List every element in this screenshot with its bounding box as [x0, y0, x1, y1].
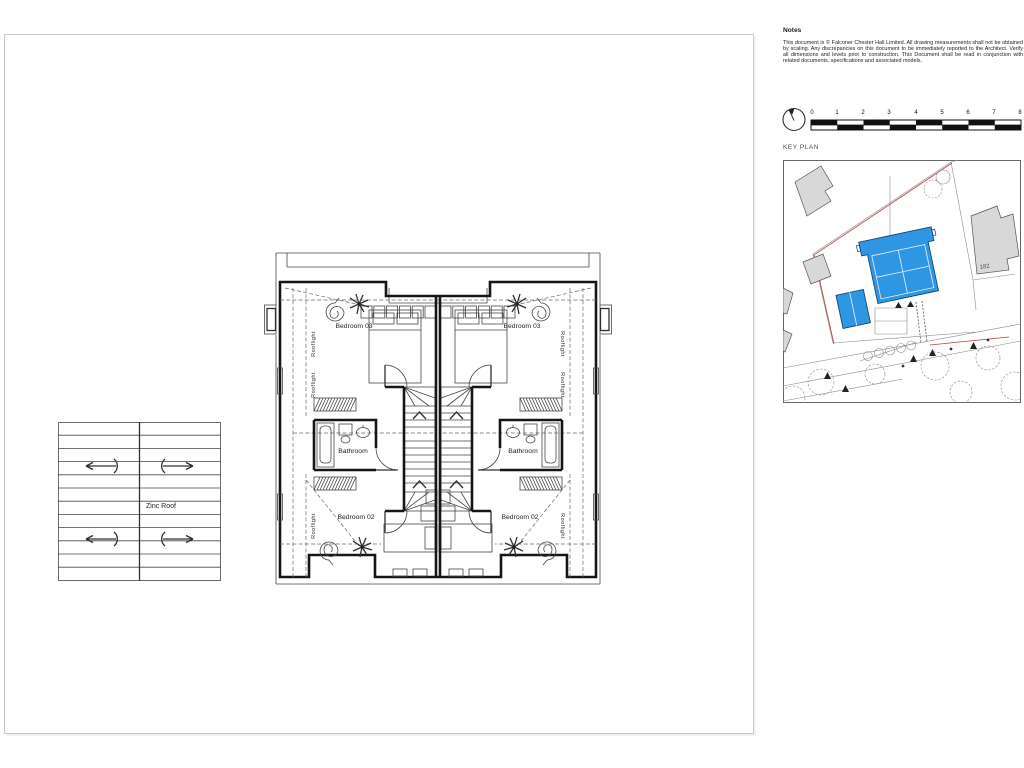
rooflight-label: Rooflight — [311, 513, 317, 539]
room-label-bedroom03-left: Bedroom 03 — [335, 323, 373, 330]
scale-tick: 8 — [1018, 110, 1022, 116]
scale-tick: 1 — [835, 110, 839, 116]
room-label-bedroom02-right: Bedroom 02 — [501, 514, 539, 521]
scale-bar — [810, 110, 1022, 132]
zinc-roof-label: Zinc Roof — [146, 503, 176, 510]
fall-arrow-left-bottom — [86, 532, 117, 546]
room-label-bedroom03-right: Bedroom 03 — [503, 323, 541, 330]
fall-arrow-right-bottom — [162, 532, 193, 546]
second-floor-plan — [263, 248, 613, 588]
notes-title: Notes — [783, 27, 802, 34]
room-label-bathroom-right: Bathroom — [508, 448, 538, 455]
party-wall — [436, 296, 440, 577]
scale-tick: 2 — [861, 110, 865, 116]
drawing-sheet — [4, 34, 754, 734]
rooflight-label: Rooflight — [559, 372, 565, 398]
fall-arrow-left-top — [86, 459, 117, 473]
neighbour-number: 182 — [979, 263, 991, 271]
scale-tick: 3 — [887, 110, 891, 116]
scale-tick: 4 — [914, 110, 918, 116]
scale-tick: 7 — [992, 110, 996, 116]
scale-tick: 6 — [966, 110, 970, 116]
rooflight-label: Rooflight — [311, 372, 317, 398]
north-arrow-icon — [781, 106, 808, 133]
rooflight-label: Rooflight — [311, 331, 317, 357]
zinc-roof-plan — [58, 422, 221, 581]
fall-arrow-right-top — [162, 459, 193, 473]
house-left-half — [265, 253, 439, 584]
keyplan-map — [783, 160, 1021, 403]
room-label-bedroom02-left: Bedroom 02 — [337, 514, 375, 521]
house-right-half — [438, 253, 612, 584]
rooflight-label: Rooflight — [559, 331, 565, 357]
notes-body: This document is © Falconer Chester Hall Limited. All drawing measurements shall not be obtained by scaling. Any discrepancies on this document to be immediately reported to the Architect. Verify all dimensions and levels prior to construction. This Document shall be read in conjunction with related documents, specifications and associated models. — [783, 40, 1023, 64]
scale-tick: 5 — [940, 110, 944, 116]
room-label-bathroom-left: Bathroom — [338, 448, 368, 455]
keyplan-title: KEY PLAN — [783, 144, 819, 151]
rooflight-label: Rooflight — [559, 513, 565, 539]
scale-tick: 0 — [810, 110, 814, 116]
scale-bar-graphic — [810, 119, 1022, 131]
